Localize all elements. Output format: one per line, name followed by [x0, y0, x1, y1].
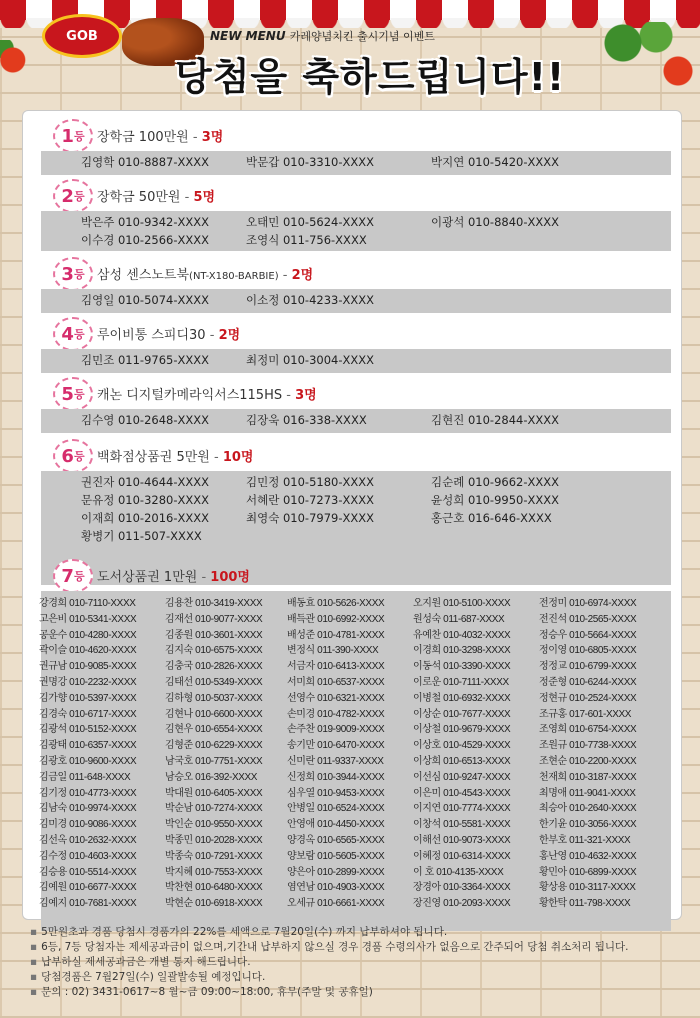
winner-entry: 공운수 010-4280-XXXX — [39, 629, 137, 641]
notice-text: 5만원초과 경품 당첨시 경품가의 22%를 세액으로 7월20일(수) 까지 납부하셔야 됩니다. — [41, 926, 448, 938]
winner-entry: 조영희 010-6754-XXXX — [539, 724, 637, 736]
winner-entry: 한부호 011-321-XXXX — [539, 835, 631, 846]
winner-entry: 정현규 010-2524-XXXX — [539, 692, 637, 704]
winner-entry: 김태선 010-5349-XXXX — [165, 677, 263, 688]
winner-entry: 김영일 010-5074-XXXX — [81, 293, 210, 307]
notice-text: 납부하실 제세공과금은 개별 통지 해드립니다. — [41, 956, 251, 968]
winner-entry: 김종원 010-3601-XXXX — [165, 629, 263, 641]
winner-entry: 오지원 010-5100-XXXX — [413, 598, 511, 609]
winner-count: 2명 — [291, 268, 314, 283]
winner-entry: 안병일 010-6524-XXXX — [287, 803, 385, 815]
prize-name: 장학금 50만원 — [97, 190, 181, 205]
winner-entry: 이광석 010-8840-XXXX — [431, 215, 560, 229]
winner-entry: 김영학 010-8887-XXXX — [81, 155, 210, 169]
page-headline: 당첨을 축하드립니다!! — [175, 55, 566, 99]
winner-entry: 이소정 010-4233-XXXX — [246, 293, 375, 307]
winner-entry: 김승용 010-5514-XXXX — [39, 866, 137, 878]
winner-entry: 천재희 010-3187-XXXX — [539, 771, 637, 783]
rank-number: 4 — [61, 323, 74, 345]
bullet-icon: ▪ — [30, 986, 38, 998]
winner-entry: 김용찬 010-3419-XXXX — [165, 598, 263, 609]
winner-entry: 정승우 010-5664-XXXX — [539, 629, 637, 641]
rank-badge — [53, 179, 93, 213]
winner-list — [41, 591, 671, 931]
rank-number: 3 — [61, 263, 74, 285]
winner-entry: 강경희 010-7110-XXXX — [39, 598, 136, 609]
winner-entry: 황한탁 011-798-XXXX — [539, 898, 631, 910]
rank-header — [23, 177, 681, 211]
winner-entry: 이동석 010-3390-XXXX — [413, 661, 511, 673]
winner-entry: 이상순 010-7677-XXXX — [413, 708, 511, 720]
winner-entry: 박종민 010-2028-XXXX — [165, 835, 263, 846]
winner-entry: 한기윤 010-3056-XXXX — [539, 819, 637, 831]
prize-title: 장학금 100만원 - 3명 — [97, 130, 224, 145]
winner-entry: 김미경 010-9086-XXXX — [39, 819, 137, 831]
prize-name: 삼성 센스노트북 — [97, 268, 190, 283]
winner-entry: 황상용 010-3117-XXXX — [539, 882, 636, 894]
rank-suffix: 등 — [73, 328, 85, 341]
rank-section-1 — [23, 117, 681, 175]
prize-name: 도서상품권 1만원 — [97, 570, 198, 585]
winner-entry: 이로운 010-7111-XXXX — [413, 677, 509, 688]
rank-suffix: 등 — [73, 450, 85, 463]
rank-header — [23, 375, 681, 409]
winner-entry: 전진석 010-2565-XXXX — [539, 613, 637, 625]
winner-list — [41, 151, 671, 175]
winner-count: 5명 — [193, 190, 216, 205]
notice-text: 6등, 7등 당첨자는 제세공과금이 없으며,기간내 납부하지 않으실 경우 경품 수령의사가 없음으로 간주되어 당첨 취소처리 됩니다. — [41, 941, 629, 953]
winner-entry: 배득관 010-6992-XXXX — [287, 613, 385, 625]
winner-entry: 황병기 011-507-XXXX — [81, 529, 202, 543]
rank-section-7 — [23, 557, 681, 931]
winner-entry: 이혜정 010-6314-XXXX — [413, 850, 511, 862]
winner-count: 100명 — [210, 570, 250, 585]
winner-entry: 조원규 010-7738-XXXX — [539, 740, 637, 752]
winner-list — [41, 289, 671, 313]
brand-logo — [42, 14, 122, 58]
winner-entry: 이은미 010-4543-XXXX — [413, 787, 511, 799]
winner-entry: 김형준 010-6229-XXXX — [165, 740, 263, 752]
rank-header — [23, 117, 681, 151]
winner-entry: 박지연 010-5420-XXXX — [431, 155, 560, 169]
prize-title: 백화점상품권 5만원 - 10명 — [97, 450, 254, 465]
rank-badge — [53, 119, 93, 153]
winner-entry: 김충국 010-2826-XXXX — [165, 661, 263, 673]
rank-suffix: 등 — [73, 388, 85, 401]
winner-entry: 양경옥 010-6565-XXXX — [287, 835, 385, 846]
vegetable-decoration-left — [0, 40, 32, 80]
winner-entry: 김수영 010-2648-XXXX — [81, 413, 210, 427]
winner-list — [41, 409, 671, 433]
prize-model: (NT-X180-BARBIE) — [189, 271, 279, 282]
notice-text: 문의 : 02) 3431-0617~8 월~금 09:00~18:00, 휴무(주말 및 공휴일) — [41, 986, 373, 998]
winner-entry: 박현순 010-6918-XXXX — [165, 898, 263, 910]
winner-count: 2명 — [218, 328, 241, 343]
winner-entry: 권진자 010-4644-XXXX — [81, 475, 210, 489]
winner-entry: 윤성희 010-9950-XXXX — [431, 493, 560, 507]
winner-entry: 이상희 010-6513-XXXX — [413, 756, 511, 767]
winner-entry: 김기정 010-4773-XXXX — [39, 787, 137, 799]
winner-entry: 김광태 010-6357-XXXX — [39, 740, 137, 752]
winner-entry: 홍근호 016-646-XXXX — [431, 511, 552, 525]
winner-entry: 손주찬 019-9009-XXXX — [287, 724, 385, 736]
rank-header — [23, 315, 681, 349]
winner-entry: 서혜란 010-7273-XXXX — [246, 493, 375, 507]
rank-section-2 — [23, 177, 681, 251]
winner-entry: 박대원 010-6405-XXXX — [165, 787, 263, 799]
winner-entry: 이선심 010-9247-XXXX — [413, 771, 511, 783]
rank-header — [23, 557, 681, 591]
rank-badge — [53, 439, 93, 473]
notice-list — [22, 925, 680, 1000]
rank-badge — [53, 257, 93, 291]
winner-entry: 김광석 010-5152-XXXX — [39, 724, 137, 736]
winner-entry: 배성준 010-4781-XXXX — [287, 629, 385, 641]
winner-entry: 김하형 010-5037-XXXX — [165, 692, 263, 704]
winner-entry: 정이영 010-6805-XXXX — [539, 645, 637, 657]
rank-number: 1 — [61, 125, 74, 147]
winner-entry: 김남숙 010-9974-XXXX — [39, 803, 137, 815]
winner-entry: 김현진 010-2844-XXXX — [431, 413, 560, 427]
rank-badge — [53, 377, 93, 411]
winner-entry: 서미희 010-6537-XXXX — [287, 677, 385, 688]
winner-entry: 신정희 010-3944-XXXX — [287, 771, 385, 783]
winner-entry: 정정교 010-6799-XXXX — [539, 661, 637, 673]
winners-panel — [22, 110, 682, 920]
winner-entry: 최명애 011-9041-XXXX — [539, 787, 636, 799]
winner-entry: 김예지 010-7681-XXXX — [39, 898, 137, 910]
winner-entry: 김지숙 010-6575-XXXX — [165, 645, 263, 657]
winner-entry: 박순남 010-7274-XXXX — [165, 803, 263, 815]
winner-entry: 이지연 010-7774-XXXX — [413, 803, 511, 815]
winner-entry: 이상철 010-9679-XXXX — [413, 724, 511, 736]
winner-entry: 이수경 010-2566-XXXX — [81, 233, 210, 247]
winner-entry: 정준형 010-6244-XXXX — [539, 677, 637, 688]
winner-entry: 김가향 010-5397-XXXX — [39, 692, 137, 704]
subtitle-event-name: 카레양념치킨 출시기념 이벤트 — [289, 30, 435, 43]
winner-entry: 김광호 010-9600-XXXX — [39, 756, 137, 767]
awning-stripes — [0, 0, 700, 20]
winner-entry: 조규홍 017-601-XXXX — [539, 708, 632, 720]
winner-entry: 문유정 010-3280-XXXX — [81, 493, 210, 507]
rank-header — [23, 437, 681, 471]
winner-list — [41, 211, 671, 251]
winner-entry: 이재희 010-2016-XXXX — [81, 511, 210, 525]
rank-suffix: 등 — [73, 130, 85, 143]
winner-entry: 이경희 010-3298-XXXX — [413, 645, 511, 657]
notice-item — [22, 925, 680, 940]
notice-text: 당첨경품은 7월27일(수) 일괄발송될 예정입니다. — [41, 971, 266, 983]
rank-section-3 — [23, 255, 681, 313]
notice-item — [22, 940, 680, 955]
rank-section-4 — [23, 315, 681, 373]
winner-entry: 장진영 010-2093-XXXX — [413, 898, 511, 910]
winner-entry: 곽이슬 010-4620-XXXX — [39, 645, 137, 657]
winner-entry: 원성숙 011-687-XXXX — [413, 613, 505, 625]
winner-entry: 박은주 010-9342-XXXX — [81, 215, 210, 229]
notice-item — [22, 985, 680, 1000]
winner-entry: 양은아 010-2899-XXXX — [287, 866, 385, 878]
winner-entry: 배동효 010-5626-XXXX — [287, 598, 385, 609]
prize-title: 도서상품권 1만원 - 100명 — [97, 570, 250, 585]
subtitle-new-menu: NEW MENU — [210, 29, 286, 43]
prize-title: 루이비통 스피디30 - 2명 — [97, 328, 241, 343]
bullet-icon: ▪ — [30, 926, 38, 938]
bullet-icon: ▪ — [30, 956, 38, 968]
winner-entry: 서금자 010-6413-XXXX — [287, 661, 385, 673]
winner-entry: 김현우 010-6554-XXXX — [165, 724, 263, 736]
winner-entry: 이해선 010-9073-XXXX — [413, 835, 511, 846]
logo-text: GOB — [66, 28, 98, 44]
winner-entry: 황민아 010-6899-XXXX — [539, 866, 637, 878]
winner-entry: 김민정 010-5180-XXXX — [246, 475, 375, 489]
winner-entry: 변정식 011-390-XXXX — [287, 645, 379, 657]
winner-entry: 김현나 010-6600-XXXX — [165, 708, 263, 720]
winner-entry: 최정미 010-3004-XXXX — [246, 353, 375, 367]
winner-entry: 김수정 010-4603-XXXX — [39, 850, 137, 862]
winner-entry: 신미란 011-9337-XXXX — [287, 756, 384, 767]
winner-entry: 안영애 010-4450-XXXX — [287, 819, 385, 831]
winner-entry: 손미경 010-4782-XXXX — [287, 708, 385, 720]
vegetable-decoration-right — [590, 22, 700, 92]
event-subtitle — [210, 28, 435, 44]
winner-entry: 김순례 010-9662-XXXX — [431, 475, 560, 489]
winner-entry: 심우열 010-9453-XXXX — [287, 787, 385, 799]
winner-entry: 홍난영 010-4632-XXXX — [539, 850, 637, 862]
rank-suffix: 등 — [73, 570, 85, 583]
winner-count: 3명 — [201, 130, 224, 145]
rank-badge — [53, 559, 93, 593]
winner-entry: 최승아 010-2640-XXXX — [539, 803, 637, 815]
prize-title: 장학금 50만원 - 5명 — [97, 190, 216, 205]
rank-header — [23, 255, 681, 289]
winner-entry: 염연남 010-4903-XXXX — [287, 882, 385, 894]
winner-entry: 박찬현 010-6480-XXXX — [165, 882, 263, 894]
winner-entry: 권명강 010-2232-XXXX — [39, 677, 137, 688]
notice-item — [22, 970, 680, 985]
winner-count: 3명 — [295, 388, 317, 403]
rank-badge — [53, 317, 93, 351]
winner-entry: 김재선 010-9077-XXXX — [165, 613, 263, 625]
winner-entry: 권규남 010-9085-XXXX — [39, 661, 137, 673]
rank-number: 7 — [61, 565, 74, 587]
winner-entry: 박문갑 010-3310-XXXX — [246, 155, 375, 169]
winner-entry: 이병철 010-6932-XXXX — [413, 692, 511, 704]
winner-entry: 선영수 010-6321-XXXX — [287, 692, 385, 704]
bullet-icon: ▪ — [30, 941, 38, 953]
winner-entry: 송기만 010-6470-XXXX — [287, 740, 385, 752]
winner-entry: 조영식 011-756-XXXX — [246, 233, 367, 247]
winner-entry: 김장욱 016-338-XXXX — [246, 413, 367, 427]
winner-entry: 오태민 010-5624-XXXX — [246, 215, 375, 229]
winner-entry: 김선옥 010-2632-XXXX — [39, 835, 137, 846]
rank-suffix: 등 — [73, 190, 85, 203]
winner-entry: 이 호 010-4135-XXXX — [413, 866, 504, 878]
winner-entry: 박지혜 010-7553-XXXX — [165, 866, 263, 878]
prize-name: 장학금 100만원 — [97, 130, 189, 145]
prize-title: 캐논 디지털카메라익서스115HS - 3명 — [97, 388, 317, 403]
winner-entry: 최영숙 010-7979-XXXX — [246, 511, 375, 525]
winner-entry: 이창석 010-5581-XXXX — [413, 819, 511, 831]
winner-entry: 김민조 011-9765-XXXX — [81, 353, 210, 367]
winner-entry: 남승오 016-392-XXXX — [165, 771, 258, 783]
winner-entry: 김예원 010-6677-XXXX — [39, 882, 137, 894]
winner-entry: 김경숙 010-6717-XXXX — [39, 708, 137, 720]
winner-entry: 박인순 010-9550-XXXX — [165, 819, 263, 831]
bullet-icon: ▪ — [30, 971, 38, 983]
winner-entry: 박종숙 010-7291-XXXX — [165, 850, 263, 862]
winner-entry: 유예찬 010-4032-XXXX — [413, 629, 511, 641]
rank-number: 6 — [61, 445, 74, 467]
notice-item — [22, 955, 680, 970]
winner-entry: 남국호 010-7751-XXXX — [165, 756, 263, 767]
prize-name: 캐논 디지털카메라익서스115HS — [97, 388, 283, 403]
winner-entry: 김금일 011-648-XXXX — [39, 771, 131, 783]
winner-entry: 이상호 010-4529-XXXX — [413, 740, 511, 752]
rank-suffix: 등 — [73, 268, 85, 281]
rank-number: 5 — [61, 383, 74, 405]
winner-entry: 장경아 010-3364-XXXX — [413, 882, 511, 894]
winner-entry: 오세규 010-6661-XXXX — [287, 898, 385, 910]
winner-list — [41, 349, 671, 373]
winner-entry: 양보람 010-5605-XXXX — [287, 850, 385, 862]
prize-title: 삼성 센스노트북(NT-X180-BARBIE) - 2명 — [97, 268, 314, 283]
prize-name: 루이비통 스피디30 — [97, 328, 206, 343]
winner-entry: 고은비 010-5341-XXXX — [39, 613, 137, 625]
winner-entry: 전정미 010-6974-XXXX — [539, 598, 637, 609]
prize-name: 백화점상품권 5만원 — [97, 450, 210, 465]
rank-section-5 — [23, 375, 681, 433]
winner-entry: 조현순 010-2200-XXXX — [539, 756, 637, 767]
rank-number: 2 — [61, 185, 74, 207]
winner-count: 10명 — [222, 450, 254, 465]
